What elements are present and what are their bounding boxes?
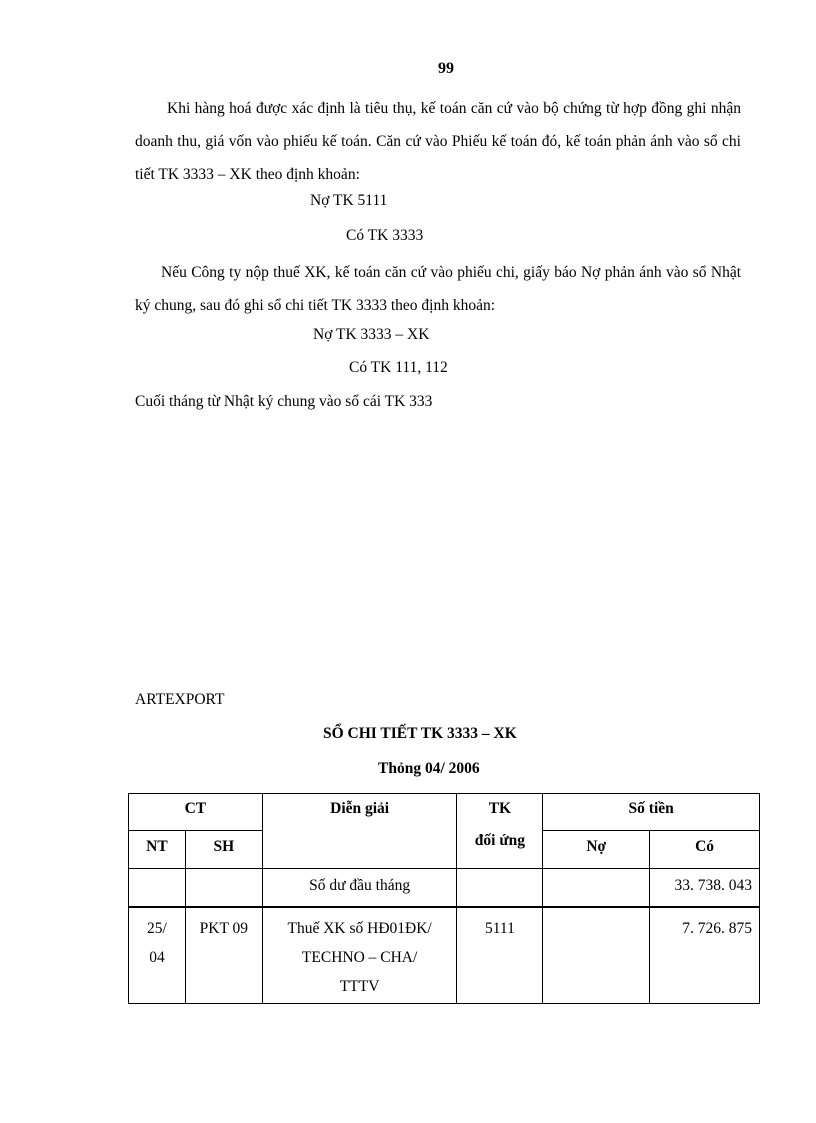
cell-sh: PKT 09: [185, 907, 262, 1004]
cell-nt-line1: 25/: [147, 919, 167, 937]
header-ct: CT: [129, 794, 263, 831]
cell-nt: [129, 907, 186, 1004]
entry1-credit: Có TK 3333: [346, 227, 424, 244]
header-tk: TK: [488, 800, 512, 817]
paragraph-sale-recognition: Khi hàng hoá được xác định là tiêu thụ, kế toán căn cứ vào bộ chứng từ hợp đồng ghi nhận doanh thu, giá vốn vào phiếu kế toán. Căn cứ vào Phiếu kế toán đó, kế toán phản ánh vào sổ chi tiết TK 3333 – XK theo định khoản:: [135, 100, 741, 183]
cell-nt-line2: 04: [149, 948, 165, 966]
cell-co: 33. 738. 043: [650, 869, 760, 907]
cell-desc-line1: Thuế XK số HĐ01ĐK/: [287, 919, 432, 937]
ledger-period: Thỏng 04/ 2006: [378, 760, 480, 777]
cell-description: Số dư đầu tháng: [262, 869, 457, 907]
cell-tk: 5111: [457, 907, 543, 1004]
header-no: Nợ: [543, 831, 650, 869]
table-header-row-1: [129, 794, 760, 831]
company-name: ARTEXPORT: [135, 691, 225, 708]
cell-description: [262, 907, 457, 1004]
header-dien-giai: Diễn giải: [262, 794, 457, 869]
table-row-opening-balance: [129, 869, 760, 907]
header-co: Có: [650, 831, 760, 869]
cell-sh: [185, 869, 262, 907]
cell-no: [543, 907, 650, 1004]
header-sh: SH: [185, 831, 262, 869]
cell-tk: [457, 869, 543, 907]
cell-desc-line3: TTTV: [339, 977, 380, 995]
header-so-tien: Số tiền: [543, 794, 760, 831]
ledger-table: [128, 793, 760, 1004]
table-row-entry: [129, 907, 760, 1004]
entry2-credit: Có TK 111, 112: [349, 359, 448, 376]
page-number: 99: [438, 60, 454, 77]
cell-desc-line2: TECHNO – CHA/: [301, 948, 418, 966]
header-tk-doi-ung: [457, 794, 543, 869]
cell-co: 7. 726. 875: [650, 907, 760, 1004]
entry2-debit: Nợ TK 3333 – XK: [313, 326, 430, 343]
cell-no: [543, 869, 650, 907]
header-nt: NT: [129, 831, 186, 869]
entry1-debit: Nợ TK 5111: [310, 192, 388, 209]
cell-nt: [129, 869, 186, 907]
ledger-title: SỔ CHI TIẾT TK 3333 – XK: [323, 725, 517, 742]
header-doi-ung: đối ứng: [474, 832, 526, 849]
paragraph-month-end: Cuối tháng từ Nhật ký chung vào sổ cái TK 333: [135, 393, 433, 410]
paragraph-tax-payment: Nếu Công ty nộp thuế XK, kế toán căn cứ vào phiếu chi, giấy báo Nợ phản ánh vào sổ Nhật ký chung, sau đó ghi sổ chi tiết TK 3333 theo định khoản:: [135, 264, 741, 314]
